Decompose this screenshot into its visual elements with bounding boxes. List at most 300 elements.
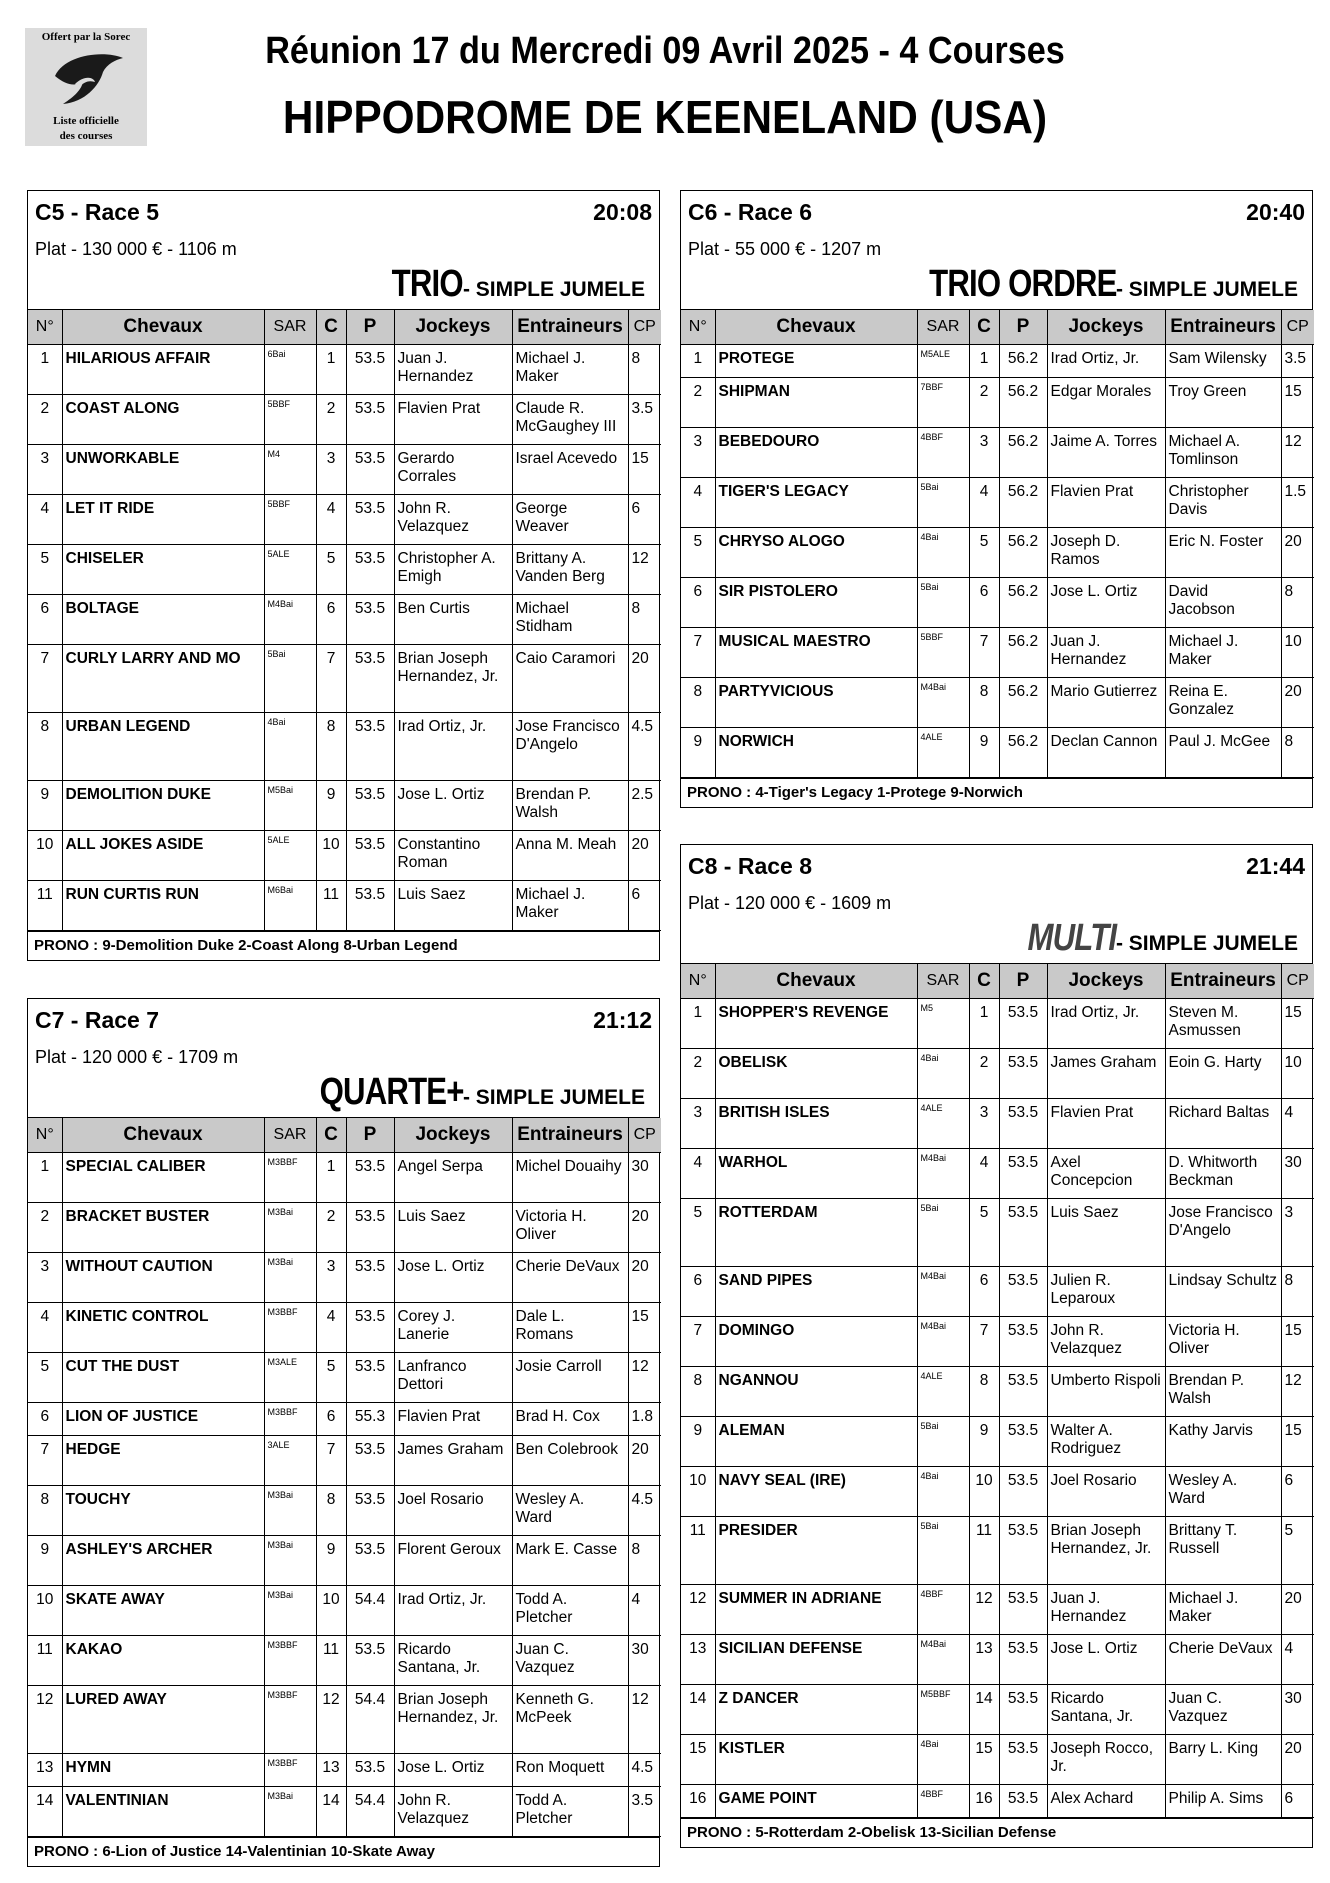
table-row xyxy=(681,1635,1314,1685)
table-row xyxy=(681,1417,1314,1467)
stall: 5 xyxy=(969,528,999,578)
meeting-title: Réunion 17 du Mercredi 09 Avril 2025 - 4 Courses xyxy=(265,30,1065,72)
table-row xyxy=(28,881,661,931)
race-description: Plat - 120 000 € - 1609 m xyxy=(688,893,892,913)
trainer: Cherie DeVaux xyxy=(1165,1635,1281,1685)
sex-age-coat: M3Bai xyxy=(264,1787,316,1837)
runner-number: 2 xyxy=(681,378,715,428)
jockey: Juan J. Hernandez xyxy=(1047,628,1165,678)
runner-number: 11 xyxy=(28,1636,62,1686)
table-row xyxy=(681,1267,1314,1317)
horse-name: SHIPMAN xyxy=(715,378,917,428)
odds: 20 xyxy=(1281,528,1314,578)
jockey: Jose L. Ortiz xyxy=(1047,578,1165,628)
horse-name: SUMMER IN ADRIANE xyxy=(715,1585,917,1635)
sex-age-coat: M4Bai xyxy=(917,678,969,728)
jockey: Ricardo Santana, Jr. xyxy=(1047,1685,1165,1735)
jockey: Ben Curtis xyxy=(394,595,512,645)
trainer: Ben Colebrook xyxy=(512,1436,628,1486)
table-row xyxy=(28,713,661,781)
column-header-sar: SAR xyxy=(264,310,316,345)
jockey: Florent Geroux xyxy=(394,1536,512,1586)
stall: 11 xyxy=(969,1517,999,1585)
runner-number: 11 xyxy=(681,1517,715,1585)
stall: 8 xyxy=(316,713,346,781)
stall: 1 xyxy=(969,345,999,378)
table-row xyxy=(28,395,661,445)
weight: 53.5 xyxy=(999,1099,1047,1149)
weight: 53.5 xyxy=(346,395,394,445)
weight: 56.2 xyxy=(999,378,1047,428)
jockey: Irad Ortiz, Jr. xyxy=(394,1586,512,1636)
jockey: Christopher A. Emigh xyxy=(394,545,512,595)
sex-age-coat: M3BBF xyxy=(264,1636,316,1686)
sex-age-coat: M3BBF xyxy=(264,1686,316,1754)
sex-age-coat: 4BBF xyxy=(917,1585,969,1635)
weight: 53.5 xyxy=(346,1253,394,1303)
trainer: Michael J. Maker xyxy=(1165,1585,1281,1635)
race-code: C7 - Race 7 xyxy=(35,1007,160,1033)
trainer: Eoin G. Harty xyxy=(1165,1049,1281,1099)
horse-name: PRESIDER xyxy=(715,1517,917,1585)
sex-age-coat: 6Bai xyxy=(264,345,316,395)
column-header-c: C xyxy=(316,1118,346,1153)
prono: PRONO : 5-Rotterdam 2-Obelisk 13-Sicilian Defense xyxy=(681,1818,1312,1847)
odds: 30 xyxy=(1281,1685,1314,1735)
stall: 3 xyxy=(969,428,999,478)
column-header-cp: CP xyxy=(1281,964,1314,999)
weight: 53.5 xyxy=(999,1149,1047,1199)
horse-name: OBELISK xyxy=(715,1049,917,1099)
race-code: C5 - Race 5 xyxy=(35,199,160,225)
sex-age-coat: 5BBF xyxy=(264,395,316,445)
horse-name: CURLY LARRY AND MO xyxy=(62,645,264,713)
odds: 6 xyxy=(1281,1467,1314,1517)
horse-name: DOMINGO xyxy=(715,1317,917,1367)
jockey: Luis Saez xyxy=(1047,1199,1165,1267)
odds: 30 xyxy=(628,1153,661,1203)
weight: 53.5 xyxy=(346,831,394,881)
stall: 6 xyxy=(969,578,999,628)
weight: 53.5 xyxy=(346,1153,394,1203)
race-time: 20:40 xyxy=(1246,199,1305,225)
odds: 12 xyxy=(1281,1367,1314,1417)
racecourse-title: HIPPODROME DE KEENELAND (USA) xyxy=(282,91,1048,143)
sex-age-coat: 5Bai xyxy=(264,645,316,713)
weight: 53.5 xyxy=(346,1486,394,1536)
column-header-p: P xyxy=(346,1118,394,1153)
horse-name: KISTLER xyxy=(715,1735,917,1785)
race-header xyxy=(28,191,659,310)
runner-number: 3 xyxy=(28,1253,62,1303)
runners-table xyxy=(28,1118,661,1837)
odds: 8 xyxy=(1281,1267,1314,1317)
weight: 53.5 xyxy=(999,1049,1047,1099)
stall: 9 xyxy=(316,781,346,831)
trainer: Michael J. Maker xyxy=(512,881,628,931)
horse-name: SICILIAN DEFENSE xyxy=(715,1635,917,1685)
weight: 56.2 xyxy=(999,578,1047,628)
odds: 2.5 xyxy=(628,781,661,831)
runner-number: 5 xyxy=(681,528,715,578)
table-row xyxy=(681,1099,1314,1149)
bet-types xyxy=(288,1071,646,1114)
column-header-jockeys: Jockeys xyxy=(394,1118,512,1153)
weight: 56.2 xyxy=(999,728,1047,778)
sex-age-coat: M3BBF xyxy=(264,1403,316,1436)
jockey: Joseph D. Ramos xyxy=(1047,528,1165,578)
horse-name: PROTEGE xyxy=(715,345,917,378)
horse-name: Z DANCER xyxy=(715,1685,917,1735)
logo-bottom-line1: Liste officielle xyxy=(53,115,119,127)
odds: 3.5 xyxy=(628,1787,661,1837)
trainer: Brittany T. Russell xyxy=(1165,1517,1281,1585)
horse-name: SHOPPER'S REVENGE xyxy=(715,999,917,1049)
table-row xyxy=(28,1536,661,1586)
sex-age-coat: M4Bai xyxy=(917,1149,969,1199)
runner-number: 7 xyxy=(28,645,62,713)
column-header-trainers: Entraineurs xyxy=(1165,310,1281,345)
sex-age-coat: M3Bai xyxy=(264,1586,316,1636)
jockey: Julien R. Leparoux xyxy=(1047,1267,1165,1317)
sex-age-coat: 5ALE xyxy=(264,831,316,881)
sex-age-coat: 5Bai xyxy=(917,1517,969,1585)
sex-age-coat: 4ALE xyxy=(917,1367,969,1417)
horse-name: GAME POINT xyxy=(715,1785,917,1818)
weight: 53.5 xyxy=(999,1517,1047,1585)
table-row xyxy=(28,831,661,881)
odds: 1.5 xyxy=(1281,478,1314,528)
prono: PRONO : 9-Demolition Duke 2-Coast Along 8-Urban Legend xyxy=(28,931,659,960)
horse-name: NAVY SEAL (IRE) xyxy=(715,1467,917,1517)
runner-number: 4 xyxy=(28,1303,62,1353)
weight: 53.5 xyxy=(999,1585,1047,1635)
odds: 4.5 xyxy=(628,713,661,781)
weight: 53.5 xyxy=(346,1536,394,1586)
column-header-cp: CP xyxy=(628,310,661,345)
trainer: Josie Carroll xyxy=(512,1353,628,1403)
jockey: Joel Rosario xyxy=(394,1486,512,1536)
runner-number: 1 xyxy=(28,1153,62,1203)
weight: 53.5 xyxy=(346,1203,394,1253)
column-header-cp: CP xyxy=(1281,310,1314,345)
jockey: Flavien Prat xyxy=(1047,478,1165,528)
odds: 20 xyxy=(628,1203,661,1253)
stall: 3 xyxy=(969,1099,999,1149)
jockey: John R. Velazquez xyxy=(1047,1317,1165,1367)
runner-number: 5 xyxy=(28,1353,62,1403)
jockey: Flavien Prat xyxy=(1047,1099,1165,1149)
weight: 56.2 xyxy=(999,628,1047,678)
race-code: C6 - Race 6 xyxy=(688,199,813,225)
table-row xyxy=(681,478,1314,528)
runner-number: 7 xyxy=(681,1317,715,1367)
runner-number: 7 xyxy=(28,1436,62,1486)
horse-name: SKATE AWAY xyxy=(62,1586,264,1636)
horse-name: CHRYSO ALOGO xyxy=(715,528,917,578)
sex-age-coat: 5BBF xyxy=(264,495,316,545)
horse-name: TIGER'S LEGACY xyxy=(715,478,917,528)
horse-name: SAND PIPES xyxy=(715,1267,917,1317)
weight: 53.5 xyxy=(999,1367,1047,1417)
horse-name: SPECIAL CALIBER xyxy=(62,1153,264,1203)
trainer: Christopher Davis xyxy=(1165,478,1281,528)
sex-age-coat: 4BBF xyxy=(917,428,969,478)
weight: 54.4 xyxy=(346,1586,394,1636)
horse-name: HYMN xyxy=(62,1754,264,1787)
trainer: Richard Baltas xyxy=(1165,1099,1281,1149)
column-header-c: C xyxy=(969,310,999,345)
runner-number: 9 xyxy=(681,728,715,778)
runner-number: 2 xyxy=(681,1049,715,1099)
trainer: Sam Wilensky xyxy=(1165,345,1281,378)
horse-name: BOLTAGE xyxy=(62,595,264,645)
stall: 6 xyxy=(316,1403,346,1436)
sex-age-coat: 3ALE xyxy=(264,1436,316,1486)
trainer: George Weaver xyxy=(512,495,628,545)
weight: 56.2 xyxy=(999,678,1047,728)
odds: 8 xyxy=(628,345,661,395)
runner-number: 1 xyxy=(681,345,715,378)
trainer: Philip A. Sims xyxy=(1165,1785,1281,1818)
stall: 3 xyxy=(316,1253,346,1303)
stall: 11 xyxy=(316,1636,346,1686)
sex-age-coat: M3BBF xyxy=(264,1754,316,1787)
odds: 4 xyxy=(1281,1099,1314,1149)
runner-number: 8 xyxy=(681,678,715,728)
sex-age-coat: 4Bai xyxy=(917,1049,969,1099)
horse-name: NGANNOU xyxy=(715,1367,917,1417)
trainer: Michael J. Maker xyxy=(512,345,628,395)
runner-number: 12 xyxy=(28,1686,62,1754)
sex-age-coat: 4ALE xyxy=(917,1099,969,1149)
odds: 4 xyxy=(1281,1635,1314,1685)
column-header-num: N° xyxy=(28,1118,62,1153)
table-row xyxy=(28,445,661,495)
odds: 20 xyxy=(628,1436,661,1486)
trainer: Lindsay Schultz xyxy=(1165,1267,1281,1317)
sex-age-coat: M3ALE xyxy=(264,1353,316,1403)
weight: 53.5 xyxy=(999,1467,1047,1517)
weight: 53.5 xyxy=(346,1636,394,1686)
trainer: Juan C. Vazquez xyxy=(1165,1685,1281,1735)
weight: 56.2 xyxy=(999,428,1047,478)
column-header-sar: SAR xyxy=(917,310,969,345)
table-row xyxy=(28,1787,661,1837)
odds: 20 xyxy=(628,831,661,881)
prono: PRONO : 6-Lion of Justice 14-Valentinian 10-Skate Away xyxy=(28,1837,659,1866)
horse-name: RUN CURTIS RUN xyxy=(62,881,264,931)
runner-number: 9 xyxy=(681,1417,715,1467)
column-header-jockeys: Jockeys xyxy=(1047,310,1165,345)
stall: 9 xyxy=(969,728,999,778)
column-header-trainers: Entraineurs xyxy=(512,1118,628,1153)
race-card-6 xyxy=(680,190,1313,808)
runner-number: 8 xyxy=(28,713,62,781)
weight: 53.5 xyxy=(999,1785,1047,1818)
stall: 8 xyxy=(316,1486,346,1536)
race-time: 21:12 xyxy=(593,1007,652,1033)
jockey: Flavien Prat xyxy=(394,1403,512,1436)
horse-name: HILARIOUS AFFAIR xyxy=(62,345,264,395)
column-header-horses: Chevaux xyxy=(62,310,264,345)
jockey: Constantino Roman xyxy=(394,831,512,881)
jockey: Alex Achard xyxy=(1047,1785,1165,1818)
column-header-cp: CP xyxy=(628,1118,661,1153)
jockey: Angel Serpa xyxy=(394,1153,512,1203)
horse-name: BRACKET BUSTER xyxy=(62,1203,264,1253)
column-header-sar: SAR xyxy=(264,1118,316,1153)
table-row xyxy=(681,428,1314,478)
sex-age-coat: 5BBF xyxy=(917,628,969,678)
horse-name: UNWORKABLE xyxy=(62,445,264,495)
horse-name: SIR PISTOLERO xyxy=(715,578,917,628)
table-row xyxy=(681,678,1314,728)
table-row xyxy=(681,628,1314,678)
weight: 56.2 xyxy=(999,345,1047,378)
odds: 3.5 xyxy=(628,395,661,445)
runner-number: 5 xyxy=(681,1199,715,1267)
horse-name: DEMOLITION DUKE xyxy=(62,781,264,831)
runner-number: 6 xyxy=(681,1267,715,1317)
weight: 53.5 xyxy=(999,1267,1047,1317)
table-row xyxy=(681,1685,1314,1735)
sex-age-coat: M3Bai xyxy=(264,1253,316,1303)
horse-name: LET IT RIDE xyxy=(62,495,264,545)
odds: 3.5 xyxy=(1281,345,1314,378)
odds: 15 xyxy=(1281,378,1314,428)
trainer: Victoria H. Oliver xyxy=(512,1203,628,1253)
table-row xyxy=(681,999,1314,1049)
odds: 30 xyxy=(628,1636,661,1686)
odds: 8 xyxy=(1281,728,1314,778)
table-header-row xyxy=(28,310,661,345)
stall: 13 xyxy=(969,1635,999,1685)
table-row xyxy=(28,1253,661,1303)
weight: 56.2 xyxy=(999,528,1047,578)
weight: 53.5 xyxy=(346,345,394,395)
odds: 15 xyxy=(628,445,661,495)
stall: 7 xyxy=(969,1317,999,1367)
weight: 53.5 xyxy=(999,1199,1047,1267)
jockey: Luis Saez xyxy=(394,1203,512,1253)
odds: 12 xyxy=(628,1353,661,1403)
jockey: Jose L. Ortiz xyxy=(394,1253,512,1303)
odds: 20 xyxy=(1281,1585,1314,1635)
horse-name: KINETIC CONTROL xyxy=(62,1303,264,1353)
table-row xyxy=(28,645,661,713)
column-header-p: P xyxy=(999,964,1047,999)
horse-name: ALL JOKES ASIDE xyxy=(62,831,264,881)
odds: 12 xyxy=(1281,428,1314,478)
runner-number: 12 xyxy=(681,1585,715,1635)
weight: 53.5 xyxy=(999,1685,1047,1735)
table-row xyxy=(28,1754,661,1787)
horse-name: MUSICAL MAESTRO xyxy=(715,628,917,678)
table-row xyxy=(681,1149,1314,1199)
runner-number: 13 xyxy=(28,1754,62,1787)
trainer: Barry L. King xyxy=(1165,1735,1281,1785)
runner-number: 10 xyxy=(28,831,62,881)
sex-age-coat: 4BBF xyxy=(917,1785,969,1818)
sex-age-coat: M4Bai xyxy=(917,1635,969,1685)
odds: 5 xyxy=(1281,1517,1314,1585)
stall: 1 xyxy=(316,1153,346,1203)
table-row xyxy=(28,545,661,595)
jockey: Joseph Rocco, Jr. xyxy=(1047,1735,1165,1785)
runner-number: 3 xyxy=(681,428,715,478)
sex-age-coat: 5Bai xyxy=(917,1199,969,1267)
trainer: Anna M. Meah xyxy=(512,831,628,881)
table-row xyxy=(28,345,661,395)
odds: 6 xyxy=(1281,1785,1314,1818)
weight: 53.5 xyxy=(346,495,394,545)
sex-age-coat: 7BBF xyxy=(917,378,969,428)
weight: 53.5 xyxy=(999,999,1047,1049)
stall: 5 xyxy=(316,1353,346,1403)
weight: 53.5 xyxy=(999,1317,1047,1367)
stall: 14 xyxy=(969,1685,999,1735)
weight: 53.5 xyxy=(346,713,394,781)
stall: 2 xyxy=(969,1049,999,1099)
horse-name: BEBEDOURO xyxy=(715,428,917,478)
table-row xyxy=(28,1486,661,1536)
stall: 1 xyxy=(969,999,999,1049)
stall: 2 xyxy=(969,378,999,428)
stall: 7 xyxy=(316,645,346,713)
race-time: 20:08 xyxy=(593,199,652,225)
runners-table xyxy=(681,310,1314,778)
jockey: Umberto Rispoli xyxy=(1047,1367,1165,1417)
prono: PRONO : 4-Tiger's Legacy 1-Protege 9-Norwich xyxy=(681,778,1312,807)
horse-name: URBAN LEGEND xyxy=(62,713,264,781)
odds: 8 xyxy=(628,1536,661,1586)
horse-name: ROTTERDAM xyxy=(715,1199,917,1267)
horse-name: CHISELER xyxy=(62,545,264,595)
weight: 55.3 xyxy=(346,1403,394,1436)
weight: 53.5 xyxy=(346,781,394,831)
column-header-c: C xyxy=(969,964,999,999)
runner-number: 6 xyxy=(681,578,715,628)
table-row xyxy=(28,495,661,545)
stall: 15 xyxy=(969,1735,999,1785)
table-row xyxy=(28,781,661,831)
bet-secondary: - SIMPLE JUMELE xyxy=(457,278,645,301)
sex-age-coat: 5Bai xyxy=(917,478,969,528)
horse-name: ALEMAN xyxy=(715,1417,917,1467)
odds: 12 xyxy=(628,545,661,595)
table-row xyxy=(28,595,661,645)
runner-number: 8 xyxy=(28,1486,62,1536)
trainer: Kathy Jarvis xyxy=(1165,1417,1281,1467)
table-row xyxy=(681,378,1314,428)
sex-age-coat: M6Bai xyxy=(264,881,316,931)
bet-main: TRIO xyxy=(391,263,464,305)
stall: 10 xyxy=(316,831,346,881)
odds: 10 xyxy=(1281,628,1314,678)
jockey: John R. Velazquez xyxy=(394,1787,512,1837)
bet-main: TRIO ORDRE xyxy=(928,263,1117,305)
column-header-p: P xyxy=(999,310,1047,345)
trainer: Jose Francisco D'Angelo xyxy=(1165,1199,1281,1267)
stall: 13 xyxy=(316,1754,346,1787)
jockey: Jose L. Ortiz xyxy=(394,781,512,831)
jockey: Luis Saez xyxy=(394,881,512,931)
runner-number: 1 xyxy=(28,345,62,395)
horse-name: NORWICH xyxy=(715,728,917,778)
trainer: Troy Green xyxy=(1165,378,1281,428)
horse-name: CUT THE DUST xyxy=(62,1353,264,1403)
